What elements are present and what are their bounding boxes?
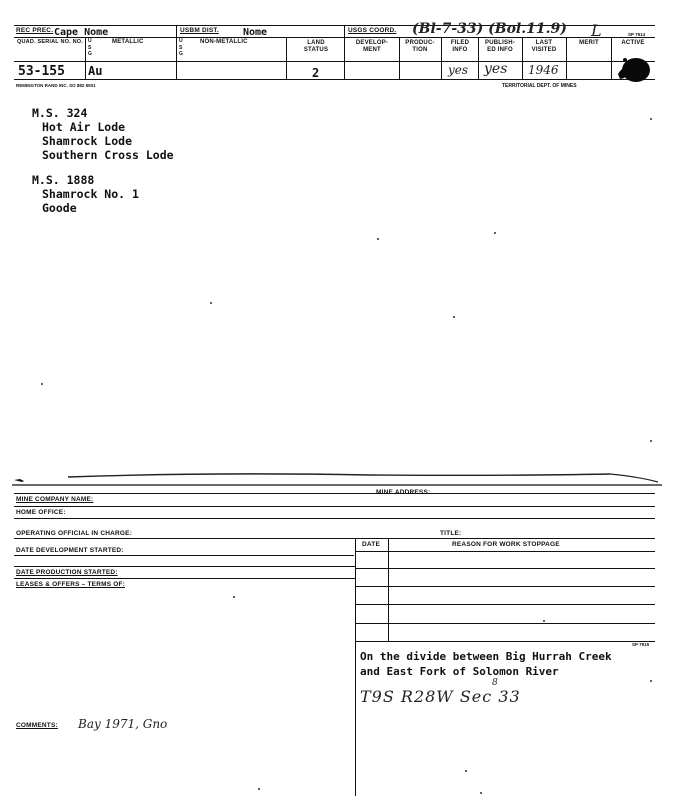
filed-info-value: yes <box>448 63 469 77</box>
dept-line: TERRITORIAL DEPT. OF MINES <box>502 83 577 89</box>
col-published-info: PUBLISH-ED INFO <box>485 40 515 53</box>
col-development: DEVELOP-MENT <box>355 40 389 53</box>
form-number-bottom: SP 7915 <box>632 642 650 647</box>
lode-name: Goode <box>42 201 77 215</box>
last-visited-value: 1946 <box>528 63 559 77</box>
metallic-value: Au <box>88 64 103 78</box>
lode-name: Shamrock No. 1 <box>42 187 139 201</box>
col-filed-info: FILED INFO <box>450 40 470 53</box>
date-development-started-label: DATE DEVELOPMENT STARTED: <box>16 547 124 554</box>
mine-company-name-label: MINE COMPANY NAME: <box>16 496 94 503</box>
comments-value: Bay 1971, Gno <box>78 717 168 731</box>
date-column-label: DATE <box>362 541 381 548</box>
col-usg-letters-b: U S G <box>179 38 184 57</box>
corner-mark: L <box>591 21 602 40</box>
home-office-label: HOME OFFICE: <box>16 509 66 516</box>
lode-name: Shamrock Lode <box>42 134 133 148</box>
quad-serial-value: 53-155 <box>18 64 65 79</box>
date-production-started-label: DATE PRODUCTION STARTED: <box>16 569 118 576</box>
usbm-dist-value: Nome <box>243 27 268 38</box>
lode-name: Southern Cross Lode <box>42 148 174 162</box>
comments-label: COMMENTS: <box>16 722 58 729</box>
survey-number: M.S. 324 <box>32 106 88 120</box>
col-non-metallic: NON-METALLIC <box>200 39 248 45</box>
printer-line: REMINGTON RAND INC. SO 882 5501 <box>16 83 96 88</box>
published-info-value: yes <box>484 61 508 77</box>
claim-group-1 <box>32 106 174 162</box>
usgs-coord-label: USGS COORD. <box>348 27 397 34</box>
rec-prec-value: Cape Nome <box>54 27 109 38</box>
lode-name: Hot Air Lode <box>42 120 126 134</box>
reason-column-label: REASON FOR WORK STOPPAGE <box>452 541 560 548</box>
active-stamp <box>614 52 654 84</box>
mine-address-label: MINE ADDRESS: <box>376 489 431 496</box>
form-number-top: SP 7914 <box>628 32 646 37</box>
col-land-status: LAND STATUS <box>303 40 329 53</box>
col-production: PRODUC-TION <box>405 40 435 53</box>
usgs-coord-value: (Bl-7-33) (Bol.11.9) <box>412 21 567 37</box>
col-last-visited: LAST VISITED <box>531 40 557 53</box>
col-active: ACTIVE <box>621 40 645 46</box>
township-range-section: T9S R28W Sec 33 <box>360 687 521 706</box>
location-note: On the divide between Big Hurrah Creek and East Fork of Solomon River <box>360 650 612 678</box>
title-label: TITLE: <box>440 530 462 537</box>
section-superscript: 8 <box>492 678 498 688</box>
survey-number: M.S. 1888 <box>32 173 95 187</box>
rec-prec-label: REC PREC. <box>16 27 54 34</box>
claim-group-2 <box>32 173 139 215</box>
leases-offers-label: LEASES & OFFERS – TERMS OF: <box>16 581 126 588</box>
operating-official-label: OPERATING OFFICIAL IN CHARGE: <box>16 530 133 537</box>
col-quad-serial: QUAD. SERIAL NO. NO. <box>17 39 83 45</box>
col-merit: MERIT <box>579 40 599 46</box>
col-usg-letters-a: U S G <box>88 38 93 57</box>
col-metallic: METALLIC <box>112 39 144 45</box>
usbm-dist-label: USBM DIST. <box>180 27 219 34</box>
torn-edge <box>10 470 670 494</box>
land-status-value: 2 <box>312 66 320 80</box>
